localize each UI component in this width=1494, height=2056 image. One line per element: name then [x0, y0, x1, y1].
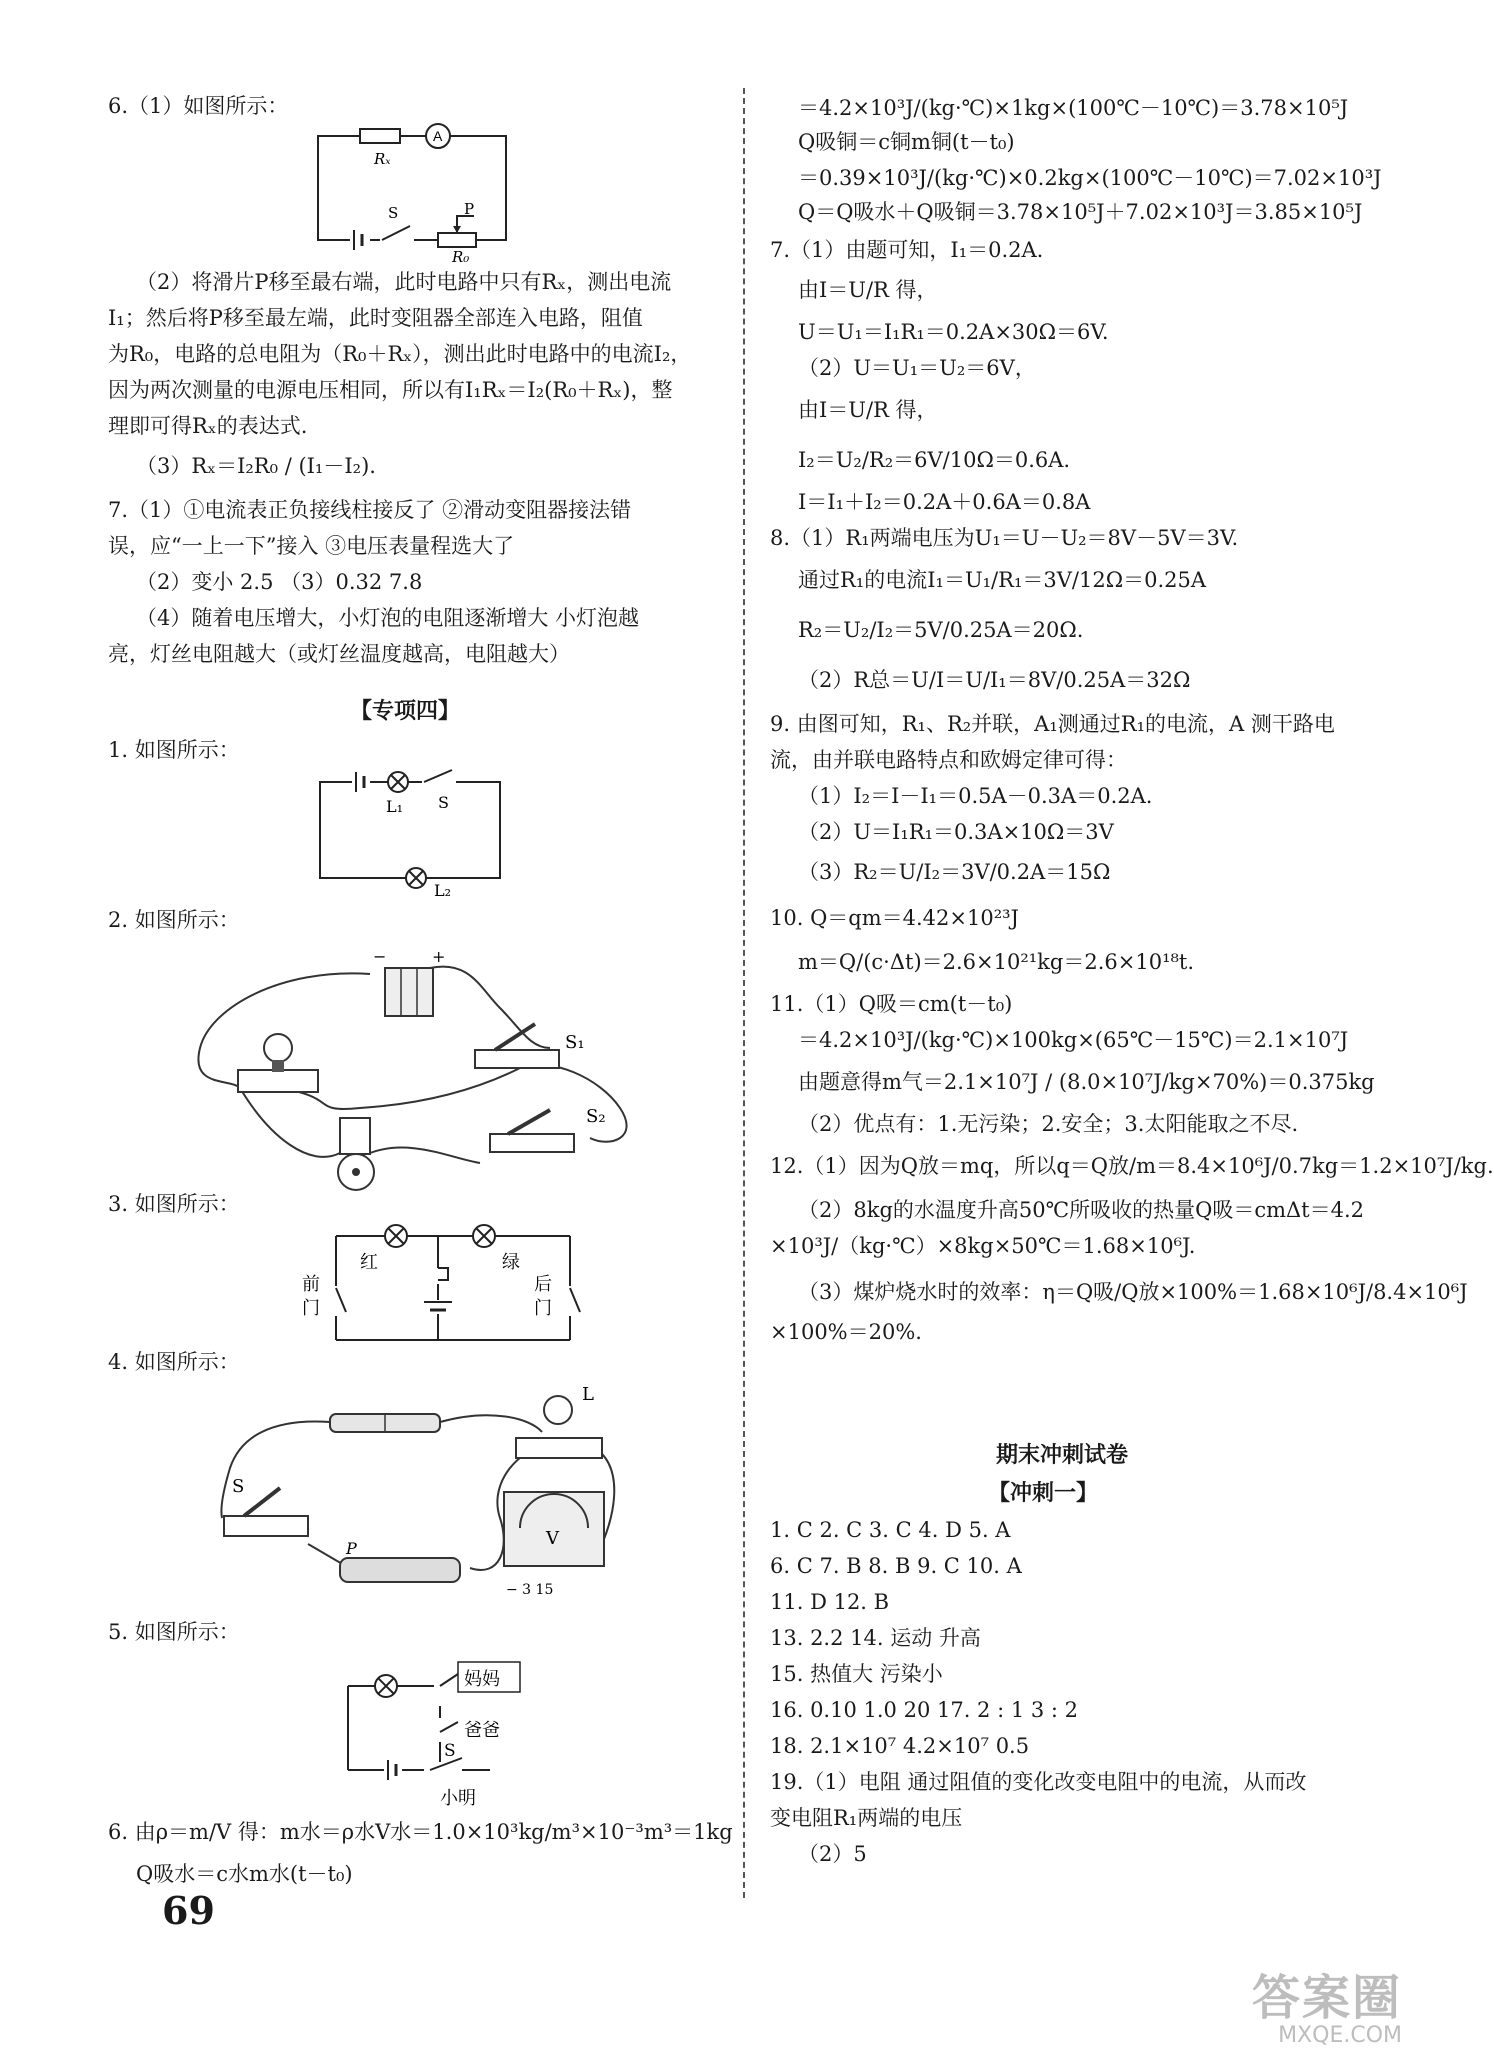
q6-2-line: 因为两次测量的电源电压相同，所以有I₁Rₓ＝I₂(R₀＋Rₓ)，整 [108, 378, 673, 402]
front-label-1: 前 [302, 1274, 320, 1295]
q6-2-line: 理即可得Rₓ的表达式. [108, 414, 308, 438]
s-label: S [438, 793, 449, 812]
s2-label: S₂ [586, 1106, 606, 1127]
q7-line: U＝U₁＝I₁R₁＝0.2A×30Ω＝6V. [798, 320, 1109, 344]
continued-line: Q＝Q吸水＋Q吸铜＝3.78×10⁵J＋7.02×10³J＝3.85×10⁵J [798, 200, 1363, 224]
continued-line: ＝0.39×10³J/(kg·℃)×0.2kg×(100℃－10℃)＝7.02×10³J [798, 166, 1382, 190]
q12-line: ×10³J/（kg·℃）×8kg×50℃＝1.68×10⁶J. [770, 1234, 1196, 1258]
q6-2-line: I₁；然后将P移至最左端，此时变阻器全部连入电路，阻值 [108, 306, 643, 330]
watermark-main: 答案圈 [1251, 1970, 1402, 2026]
section-4-heading: 【专项四】 [350, 698, 461, 724]
q7-line: 7.（1）①电流表正负接线柱接反了 ②滑动变阻器接法错 [108, 498, 632, 522]
q8-line: 8.（1）R₁两端电压为U₁＝U－U₂＝8V－5V＝3V. [770, 526, 1239, 550]
physical-circuit-figure-5 [210, 1378, 630, 1602]
s4-q6-line: 6. 由ρ＝m/V 得：m水＝ρ水V水＝1.0×10³kg/m³×10⁻³m³＝1kg [108, 1820, 733, 1844]
q11-line: （2）优点有：1.无污染；2.安全；3.太阳能取之不尽. [798, 1112, 1299, 1136]
red-label: 红 [360, 1252, 378, 1273]
q7-line: （2）U＝U₁＝U₂＝6V， [798, 356, 1036, 380]
s4-q1: 1. 如图所示： [108, 738, 240, 762]
switch-label: S [232, 1476, 245, 1497]
q9-line: 流，由并联电路特点和欧姆定律可得： [770, 748, 1127, 772]
continued-line: Q吸铜＝c铜m铜(t－t₀) [798, 130, 1015, 154]
watermark-url: MXQE.COM [1278, 2023, 1402, 2048]
q9-line: （1）I₂＝I－I₁＝0.5A－0.3A＝0.2A. [798, 784, 1153, 808]
s4-q5: 5. 如图所示： [108, 1620, 240, 1644]
answer-line: 18. 2.1×10⁷ 4.2×10⁷ 0.5 [770, 1734, 1030, 1758]
answer-line: 变电阻R₁两端的电压 [770, 1806, 963, 1830]
back-label-1: 后 [534, 1274, 552, 1295]
q11-line: 11.（1）Q吸＝cm(t－t₀) [770, 992, 1013, 1016]
q12-line: ×100%＝20%. [770, 1320, 922, 1344]
column-divider [743, 88, 745, 1898]
answer-line: 16. 0.10 1.0 20 17. 2 : 1 3 : 2 [770, 1698, 1079, 1722]
q7-line: I＝I₁＋I₂＝0.2A＋0.6A＝0.8A [798, 490, 1091, 514]
q10-line: m＝Q/(c·Δt)＝2.6×10²¹kg＝2.6×10¹⁸t. [798, 950, 1195, 974]
answer-line: 13. 2.2 14. 运动 升高 [770, 1626, 981, 1650]
watermark [1252, 1972, 1402, 2048]
q7-line: 由I＝U/R 得， [798, 278, 938, 302]
q7-line: 误，应“一上一下”接入 ③电压表量程选大了 [108, 534, 515, 558]
circuit-figure-6 [340, 1652, 560, 1810]
switch-label: S [444, 1741, 456, 1761]
ammeter-label: A [433, 128, 443, 144]
page-number: 69 [162, 1888, 215, 1933]
l1-label: L₁ [386, 797, 404, 816]
q9-line: （3）R₂＝U/I₂＝3V/0.2A＝15Ω [798, 860, 1111, 884]
q7-line: 亮，灯丝电阻越大（或灯丝温度越高，电阻越大） [108, 642, 570, 666]
s4-q3: 3. 如图所示： [108, 1192, 240, 1216]
q7-line: I₂＝U₂/R₂＝6V/10Ω＝0.6A. [798, 448, 1071, 472]
slider-label: P [346, 1539, 357, 1558]
q12-line: （2）8kg的水温度升高50℃所吸收的热量Q吸＝cmΔt＝4.2 [798, 1198, 1364, 1222]
q9-line: 9. 由图可知，R₁、R₂并联，A₁测通过R₁的电流，A 测干路电 [770, 712, 1335, 736]
q7-line: 7.（1）由题可知，I₁＝0.2A. [770, 238, 1044, 262]
answer-line: 6. C 7. B 8. B 9. C 10. A [770, 1554, 1022, 1578]
answer-line: （2）5 [798, 1842, 867, 1866]
answer-line: 1. C 2. C 3. C 4. D 5. A [770, 1518, 1011, 1542]
q8-line: （2）R总＝U/I＝U/I₁＝8V/0.25A＝32Ω [798, 668, 1191, 692]
voltmeter-scale: − 3 15 [506, 1582, 554, 1598]
q7-line: （4）随着电压增大，小灯泡的电阻逐渐增大 小灯泡越 [136, 606, 640, 630]
slider-label: P [464, 200, 475, 218]
chong1-heading: 【冲刺一】 [988, 1480, 1099, 1506]
circuit-figure-4 [298, 1218, 588, 1348]
green-label: 绿 [502, 1252, 520, 1273]
circuit-figure-1 [310, 122, 520, 266]
q9-line: （2）U＝I₁R₁＝0.3A×10Ω＝3V [798, 820, 1114, 844]
q6-2-line: 为R₀，电路的总电阻为（R₀＋Rₓ），测出此时电路中的电流I₂， [108, 342, 692, 366]
q11-line: 由题意得m气＝2.1×10⁷J / (8.0×10⁷J/kg×70%)＝0.375kg [798, 1070, 1375, 1094]
switch-label: S [388, 204, 399, 222]
front-label-2: 门 [302, 1298, 320, 1319]
q10-line: 10. Q＝qm＝4.42×10²³J [770, 906, 1019, 930]
q8-line: 通过R₁的电流I₁＝U₁/R₁＝3V/12Ω＝0.25A [798, 568, 1207, 592]
s1-label: S₁ [565, 1032, 585, 1053]
q11-line: ＝4.2×10³J/(kg·℃)×100kg×(65℃－15℃)＝2.1×10⁷J [798, 1028, 1349, 1052]
ming-label: 小明 [440, 1788, 476, 1809]
s4-q4: 4. 如图所示： [108, 1350, 240, 1374]
back-label-2: 门 [534, 1298, 552, 1319]
mom-label: 妈妈 [464, 1669, 500, 1690]
physical-circuit-figure-3 [190, 938, 640, 1200]
circuit-figure-2 [314, 768, 514, 898]
q12-line: 12.（1）因为Q放＝mq，所以q＝Q放/m＝8.4×10⁶J/0.7kg＝1.2×10⁷J/kg. [770, 1154, 1494, 1178]
r0-label: R₀ [452, 248, 470, 266]
q12-line: （3）煤炉烧水时的效率：η＝Q吸/Q放×100%＝1.68×10⁶J/8.4×10⁶J [798, 1280, 1468, 1304]
q6-1: 6.（1）如图所示： [108, 94, 289, 118]
dad-label: 爸爸 [464, 1720, 500, 1741]
l2-label: L₂ [434, 881, 452, 900]
plus-label: + [432, 947, 446, 966]
answer-line: 19.（1）电阻 通过阻值的变化改变电阻中的电流，从而改 [770, 1770, 1307, 1794]
minus-label: − [373, 947, 387, 966]
continued-line: ＝4.2×10³J/(kg·℃)×1kg×(100℃－10℃)＝3.78×10⁵J [798, 96, 1349, 120]
q7-line: 由I＝U/R 得， [798, 398, 938, 422]
q8-line: R₂＝U₂/I₂＝5V/0.25A＝20Ω. [798, 618, 1084, 642]
q6-3: （3）Rₓ＝I₂R₀ / (I₁－I₂). [136, 454, 376, 478]
q7-line: （2）变小 2.5 （3）0.32 7.8 [136, 570, 423, 594]
s4-q6-line: Q吸水＝c水m水(t－t₀) [136, 1862, 353, 1886]
rx-label: Rₓ [374, 150, 391, 168]
lamp-label: L [582, 1384, 594, 1405]
q6-2-line: （2）将滑片P移至最右端，此时电路中只有Rₓ，测出电流 [136, 270, 672, 294]
s4-q2: 2. 如图所示： [108, 908, 240, 932]
answer-line: 11. D 12. B [770, 1590, 890, 1614]
final-exam-title: 期末冲刺试卷 [996, 1442, 1129, 1468]
answer-line: 15. 热值大 污染小 [770, 1662, 943, 1686]
voltmeter-label: V [546, 1528, 559, 1549]
